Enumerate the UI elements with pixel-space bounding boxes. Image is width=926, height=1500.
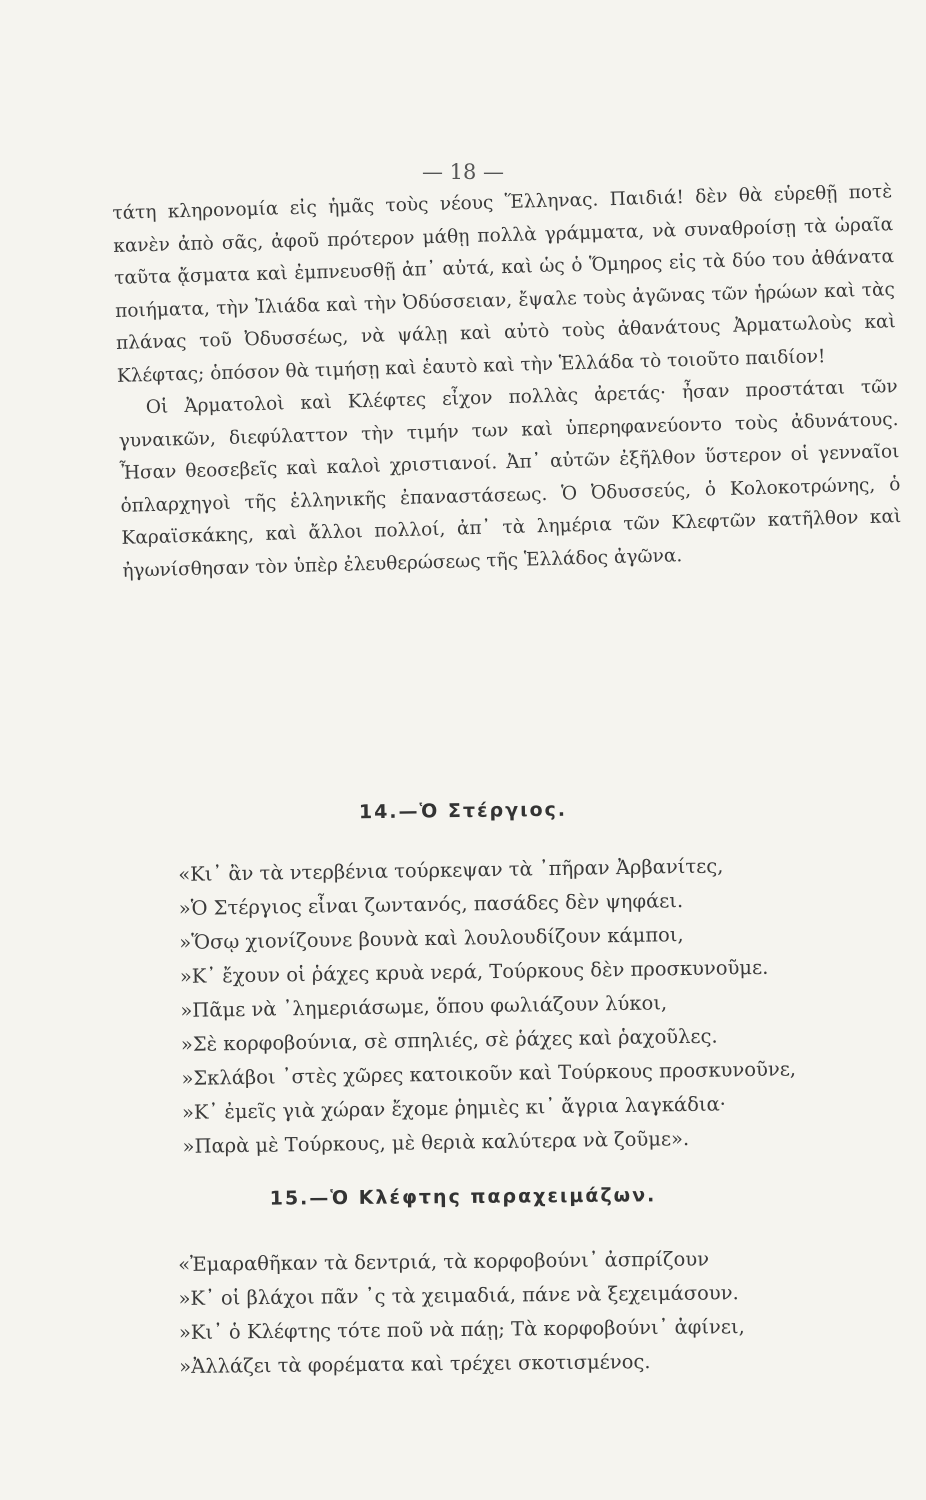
verse-line: »Ἀλλάζει τὰ φορέματα καὶ τρέχει σκοτισμένος. (179, 1350, 651, 1378)
verse-line: «Κι᾽ ἂν τὰ ντερβένια τούρκεψαν τὰ ᾽πῆραν Ἀρβανίτες, (178, 854, 724, 886)
verse-line: »Κι᾽ ὁ Κλέφτης τότε ποῦ νὰ πάῃ; Τὰ κορφοβούνι᾽ ἀφίνει, (178, 1315, 745, 1344)
verse-line: »Πᾶμε νὰ ᾽λημεριάσωμε, ὅπου φωλιάζουν λύκοι, (180, 991, 668, 1022)
verse-line: »Παρὰ μὲ Τούρκους, μὲ θεριὰ καλύτερα νὰ ζοῦμε». (182, 1127, 690, 1158)
verse-line: »Κ᾽ ἐμεῖς γιὰ χώραν ἔχομε ῥημιὲς κι᾽ ἄγρια λαγκάδια· (181, 1092, 727, 1124)
verse-line: »Σκλάβοι ᾽στὲς χῶρες κατοικοῦν καὶ Τούρκους προσκυνοῦνε, (181, 1057, 797, 1090)
paragraph: τάτη κληρονομία εἰς ἡμᾶς τοὺς νέους Ἕλληνας. Παιδιά! δὲν θὰ εὑρεθῇ ποτὲ κανὲν ἀπὸ σᾶς, ἀφοῦ πρότερον μάθῃ πολλὰ γράμματα, νὰ συναθροίσῃ τὰ ὡραῖα ταῦτα ᾄσματα καὶ ἐμπνευσθῇ ἀπ᾽ αὐτά, καὶ ὡς ὁ Ὅμηρος εἰς τὰ δύο του ἀθάνατα ποιήματα, τὴν Ἰλιάδα καὶ τὴν Ὀδύσσειαν, ἔψαλε τοὺς ἀγῶνας τῶν ἡρώων καὶ τὰς πλάνας τοῦ Ὀδυσσέως, νὰ ψάλῃ καὶ αὐτὸ τοὺς ἀθανάτους Ἀρματωλοὺς καὶ Κλέφτας; ὁπόσον θὰ τιμήσῃ καὶ ἑαυτὸ καὶ τὴν Ἑλλάδα τὸ τοιοῦτο παιδίον! (112, 181, 897, 387)
verse-line: »Ὁ Στέργιος εἶναι ζωντανός, πασάδες δὲν ψηφάει. (178, 889, 684, 920)
section-heading-14: 14.—Ὁ Στέργιος. (358, 798, 568, 824)
poem-kleftis (178, 1240, 899, 1384)
section-heading-15: 15.—Ὁ Κλέφτης παραχειμάζων. (269, 1184, 657, 1210)
paragraph: Οἱ Ἀρματολοὶ καὶ Κλέφτες εἶχον πολλὰς ἀρετάς· ἦσαν προστάται τῶν γυναικῶν, διεφύλαττον τὴν τιμήν των καὶ ὑπερηφανεύοντο τοὺς ἀδυνάτους. Ἦσαν θεοσεβεῖς καὶ καλοὶ χριστιανοί. Ἀπ᾽ αὐτῶν ἐξῆλθον ὕστερον οἱ γενναῖοι ὁπλαρχηγοὶ τῆς ἑλληνικῆς ἐπαναστάσεως. Ὁ Ὀδυσσεύς, ὁ Κολοκοτρώνης, ὁ Καραϊσκάκης, καὶ ἄλλοι πολλοί, ἀπ᾽ τὰ λημέρια τῶν Κλεφτῶν κατῆλθον καὶ ἠγωνίσθησαν τὸν ὑπὲρ ἐλευθερώσεως τῆς Ἑλλάδος ἀγῶνα. (118, 376, 902, 582)
page-number: — 18 — (421, 160, 505, 184)
poem-stergios (178, 847, 903, 1164)
prose-block (112, 176, 903, 588)
verse-line: »Κ᾽ ἔχουν οἱ ῥάχες κρυὰ νερά, Τούρκους δὲν προσκυνοῦμε. (179, 955, 769, 988)
verse-line: «Ἐμαραθῆκαν τὰ δεντριά, τὰ κορφοβούνι᾽ ἀσπρίζουν (178, 1247, 710, 1276)
verse-line: »Ὅσῳ χιονίζουνε βουνὰ καὶ λουλουδίζουν κάμποι, (179, 923, 684, 954)
verse-line: »Κ᾽ οἱ βλάχοι πᾶν ᾽ς τὰ χειμαδιά, πάνε νὰ ξεχειμάσουν. (178, 1281, 739, 1310)
verse-line: »Σὲ κορφοβούνια, σὲ σπηλιές, σὲ ῥάχες καὶ ῥαχοῦλες. (180, 1024, 718, 1056)
